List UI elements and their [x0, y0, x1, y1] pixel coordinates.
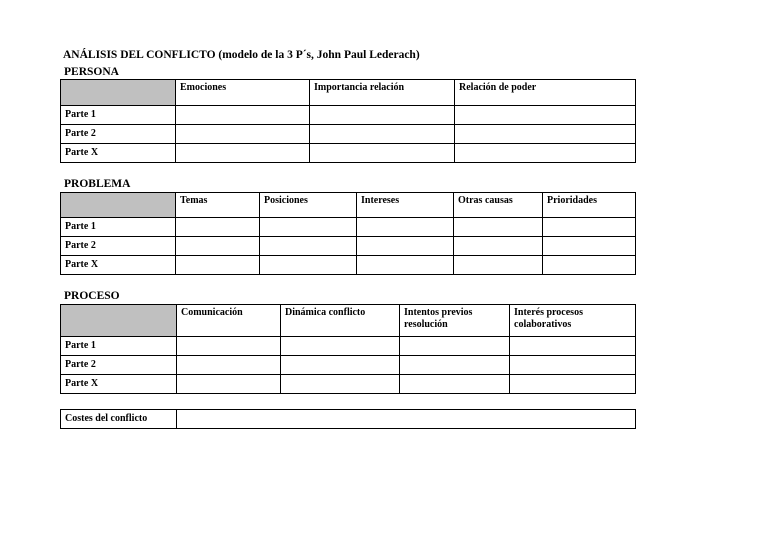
section-label-proceso: PROCESO: [64, 290, 120, 302]
input-cell[interactable]: [177, 356, 281, 375]
row-label: Parte 1: [61, 218, 176, 237]
input-cell[interactable]: [400, 375, 510, 394]
input-cell[interactable]: [176, 106, 310, 125]
input-cell[interactable]: [260, 256, 357, 275]
costes-label: Costes del conflicto: [61, 410, 177, 429]
table-header-row: [61, 193, 636, 218]
input-cell[interactable]: [176, 237, 260, 256]
row-label: Parte 2: [61, 356, 177, 375]
input-cell[interactable]: [177, 375, 281, 394]
row-label: Parte X: [61, 375, 177, 394]
input-cell[interactable]: [177, 410, 636, 429]
input-cell[interactable]: [543, 237, 636, 256]
table-row: [61, 337, 636, 356]
input-cell[interactable]: [543, 218, 636, 237]
costes-table: [60, 409, 636, 429]
column-header: Importancia relación: [310, 80, 455, 106]
input-cell[interactable]: [454, 218, 543, 237]
table-row: [61, 375, 636, 394]
input-cell[interactable]: [176, 144, 310, 163]
column-header: Emociones: [176, 80, 310, 106]
input-cell[interactable]: [455, 144, 636, 163]
section-label-persona: PERSONA: [64, 66, 119, 78]
input-cell[interactable]: [543, 256, 636, 275]
proceso-table: [60, 304, 636, 394]
header-corner-cell: [61, 305, 177, 337]
input-cell[interactable]: [455, 106, 636, 125]
column-header: Temas: [176, 193, 260, 218]
problema-table: [60, 192, 636, 275]
input-cell[interactable]: [260, 237, 357, 256]
input-cell[interactable]: [510, 375, 636, 394]
page-title: ANÁLISIS DEL CONFLICTO (modelo de la 3 P´s, John Paul Lederach): [63, 49, 420, 61]
input-cell[interactable]: [357, 218, 454, 237]
table-row: [61, 410, 636, 429]
input-cell[interactable]: [310, 125, 455, 144]
input-cell[interactable]: [357, 237, 454, 256]
input-cell[interactable]: [260, 218, 357, 237]
column-header: Prioridades: [543, 193, 636, 218]
input-cell[interactable]: [510, 356, 636, 375]
input-cell[interactable]: [454, 256, 543, 275]
row-label: Parte X: [61, 144, 176, 163]
section-label-problema: PROBLEMA: [64, 178, 131, 190]
input-cell[interactable]: [281, 375, 400, 394]
column-header: Interés procesos colaborativos: [510, 305, 636, 337]
column-header: Otras causas: [454, 193, 543, 218]
table-row: [61, 106, 636, 125]
input-cell[interactable]: [357, 256, 454, 275]
row-label: Parte X: [61, 256, 176, 275]
table-row: [61, 125, 636, 144]
input-cell[interactable]: [455, 125, 636, 144]
input-cell[interactable]: [310, 144, 455, 163]
input-cell[interactable]: [281, 337, 400, 356]
column-header: Comunicación: [177, 305, 281, 337]
input-cell[interactable]: [454, 237, 543, 256]
row-label: Parte 2: [61, 237, 176, 256]
header-corner-cell: [61, 193, 176, 218]
table-row: [61, 256, 636, 275]
table-header-row: [61, 305, 636, 337]
row-label: Parte 1: [61, 106, 176, 125]
input-cell[interactable]: [176, 256, 260, 275]
table-row: [61, 237, 636, 256]
table-row: [61, 218, 636, 237]
table-row: [61, 356, 636, 375]
input-cell[interactable]: [281, 356, 400, 375]
column-header: Dinámica conflicto: [281, 305, 400, 337]
persona-table: [60, 79, 636, 163]
input-cell[interactable]: [176, 125, 310, 144]
input-cell[interactable]: [177, 337, 281, 356]
header-corner-cell: [61, 80, 176, 106]
column-header: Intereses: [357, 193, 454, 218]
input-cell[interactable]: [510, 337, 636, 356]
table-header-row: [61, 80, 636, 106]
column-header: Posiciones: [260, 193, 357, 218]
input-cell[interactable]: [400, 356, 510, 375]
row-label: Parte 1: [61, 337, 177, 356]
column-header: Intentos previos resolución: [400, 305, 510, 337]
input-cell[interactable]: [400, 337, 510, 356]
input-cell[interactable]: [176, 218, 260, 237]
input-cell[interactable]: [310, 106, 455, 125]
table-row: [61, 144, 636, 163]
column-header: Relación de poder: [455, 80, 636, 106]
row-label: Parte 2: [61, 125, 176, 144]
